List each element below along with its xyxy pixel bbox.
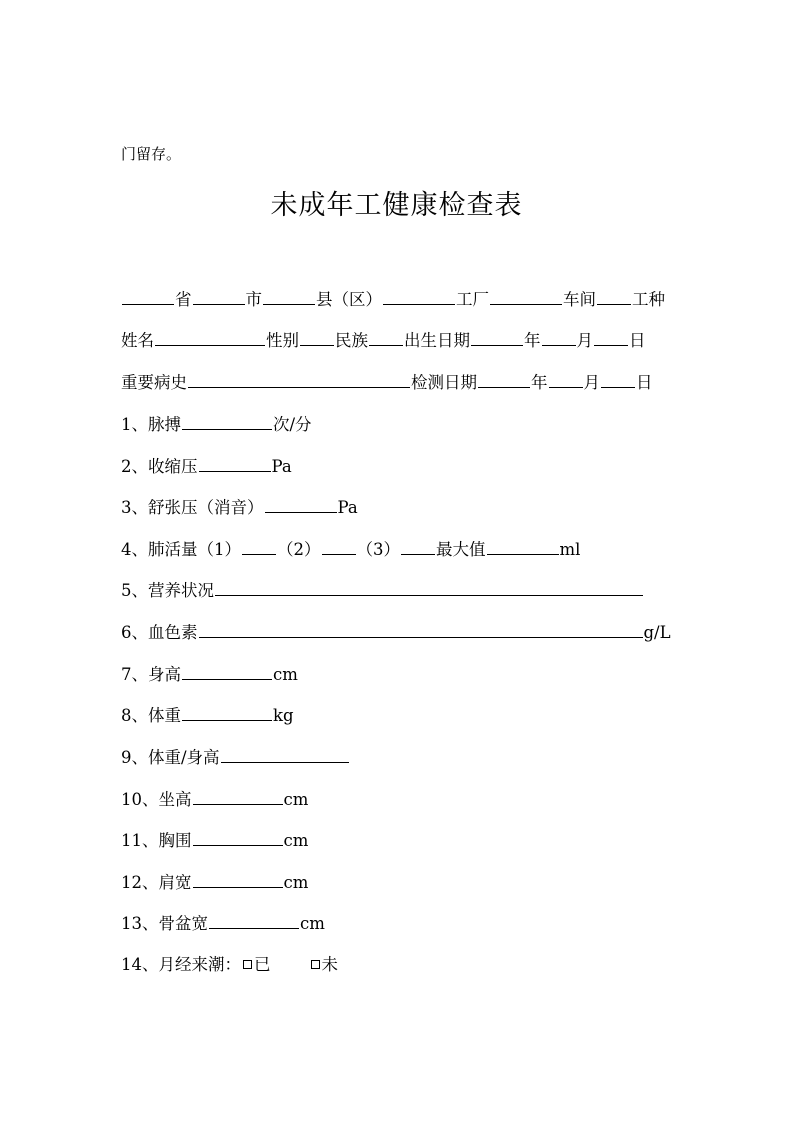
shoulder-unit: cm — [283, 873, 309, 892]
vital-capacity-1-blank[interactable] — [242, 537, 276, 555]
item-height — [121, 662, 298, 686]
diastolic-unit: Pa — [337, 498, 358, 517]
pelvis-unit: cm — [300, 914, 325, 933]
check-day-label: 日 — [636, 373, 653, 392]
city-blank[interactable] — [193, 287, 245, 305]
factory-label: 工厂 — [456, 290, 489, 309]
hemoglobin-label: 6、血色素 — [121, 623, 198, 642]
province-label: 省 — [175, 290, 192, 309]
workshop-blank[interactable] — [490, 287, 562, 305]
workshop-label: 车间 — [563, 290, 596, 309]
item-hemoglobin — [121, 620, 671, 644]
weight-height-label: 9、体重/身高 — [121, 748, 220, 767]
diastolic-label: 3、舒张压（消音） — [121, 498, 264, 517]
county-blank[interactable] — [263, 287, 315, 305]
vital-capacity-3-label: （3） — [356, 540, 400, 559]
item-chest — [121, 828, 308, 852]
vital-capacity-2-blank[interactable] — [322, 537, 356, 555]
nutrition-blank[interactable] — [215, 578, 643, 596]
job-blank[interactable] — [597, 287, 631, 305]
nutrition-label: 5、营养状况 — [121, 581, 214, 600]
name-label: 姓名 — [121, 331, 154, 350]
item-pelvis — [121, 911, 325, 935]
pulse-blank[interactable] — [182, 412, 272, 430]
item-pulse — [121, 412, 312, 436]
check-year-label: 年 — [531, 373, 548, 392]
shoulder-label: 12、肩宽 — [121, 873, 192, 892]
menarche-yes-label: 已 — [254, 955, 271, 974]
header-personal-line — [121, 328, 646, 352]
item-weight-height — [121, 745, 350, 769]
vital-capacity-max-blank[interactable] — [487, 537, 559, 555]
hemoglobin-unit: g/L — [643, 623, 671, 642]
menarche-yes-checkbox[interactable] — [243, 960, 252, 969]
item-sitting-height — [121, 787, 308, 811]
diastolic-blank[interactable] — [265, 495, 337, 513]
birth-day-label: 日 — [629, 331, 646, 350]
systolic-label: 2、收缩压 — [121, 457, 198, 476]
history-label: 重要病史 — [121, 373, 187, 392]
birth-year-label: 年 — [524, 331, 541, 350]
header-location-line — [121, 287, 665, 311]
birth-month-blank[interactable] — [542, 328, 576, 346]
sex-label: 性别 — [266, 331, 299, 350]
chest-label: 11、胸围 — [121, 831, 192, 850]
birth-year-blank[interactable] — [471, 328, 523, 346]
pelvis-blank[interactable] — [209, 911, 299, 929]
item-menarche — [121, 953, 338, 977]
birth-month-label: 月 — [576, 331, 593, 350]
name-blank[interactable] — [155, 328, 265, 346]
vital-capacity-max-label: 最大值 — [436, 540, 486, 559]
weight-unit: kg — [273, 706, 294, 725]
height-label: 7、身高 — [121, 665, 181, 684]
ethnic-blank[interactable] — [369, 328, 403, 346]
province-blank[interactable] — [122, 287, 174, 305]
sex-blank[interactable] — [300, 328, 334, 346]
check-month-label: 月 — [583, 373, 600, 392]
header-history-line — [121, 370, 653, 394]
check-date-label: 检测日期 — [411, 373, 477, 392]
check-month-blank[interactable] — [549, 370, 583, 388]
history-blank[interactable] — [188, 370, 410, 388]
shoulder-blank[interactable] — [193, 870, 283, 888]
weight-blank[interactable] — [182, 703, 272, 721]
county-label: 县（区） — [316, 290, 382, 309]
item-weight — [121, 703, 294, 727]
pulse-unit: 次/分 — [273, 415, 312, 434]
vital-capacity-unit: ml — [559, 540, 581, 559]
birth-day-blank[interactable] — [594, 328, 628, 346]
item-vital-capacity — [121, 537, 580, 561]
hemoglobin-blank[interactable] — [199, 620, 643, 638]
menarche-no-label: 未 — [321, 955, 338, 974]
vital-capacity-3-blank[interactable] — [401, 537, 435, 555]
height-unit: cm — [273, 665, 298, 684]
pelvis-label: 13、骨盆宽 — [121, 914, 208, 933]
weight-label: 8、体重 — [121, 706, 181, 725]
ethnic-label: 民族 — [335, 331, 368, 350]
page-title: 未成年工健康检查表 — [270, 190, 523, 221]
sitting-height-label: 10、坐高 — [121, 790, 192, 809]
height-blank[interactable] — [182, 662, 272, 680]
systolic-unit: Pa — [271, 457, 292, 476]
job-label: 工种 — [632, 290, 665, 309]
item-shoulder — [121, 870, 308, 894]
vital-capacity-label: 4、肺活量（1） — [121, 540, 241, 559]
check-day-blank[interactable] — [601, 370, 635, 388]
birth-label: 出生日期 — [404, 331, 470, 350]
pulse-label: 1、脉搏 — [121, 415, 181, 434]
vital-capacity-2-label: （2） — [277, 540, 321, 559]
sitting-height-blank[interactable] — [193, 787, 283, 805]
weight-height-blank[interactable] — [221, 745, 349, 763]
check-year-blank[interactable] — [478, 370, 530, 388]
item-diastolic — [121, 495, 358, 519]
chest-blank[interactable] — [193, 828, 283, 846]
sitting-height-unit: cm — [283, 790, 309, 809]
chest-unit: cm — [283, 831, 309, 850]
item-systolic — [121, 454, 292, 478]
systolic-blank[interactable] — [199, 454, 271, 472]
factory-blank[interactable] — [383, 287, 455, 305]
top-note: 门留存。 — [121, 145, 182, 163]
city-label: 市 — [245, 290, 262, 309]
menarche-no-checkbox[interactable] — [311, 960, 320, 969]
menarche-label: 14、月经来潮： — [121, 955, 241, 974]
item-nutrition — [121, 578, 644, 602]
